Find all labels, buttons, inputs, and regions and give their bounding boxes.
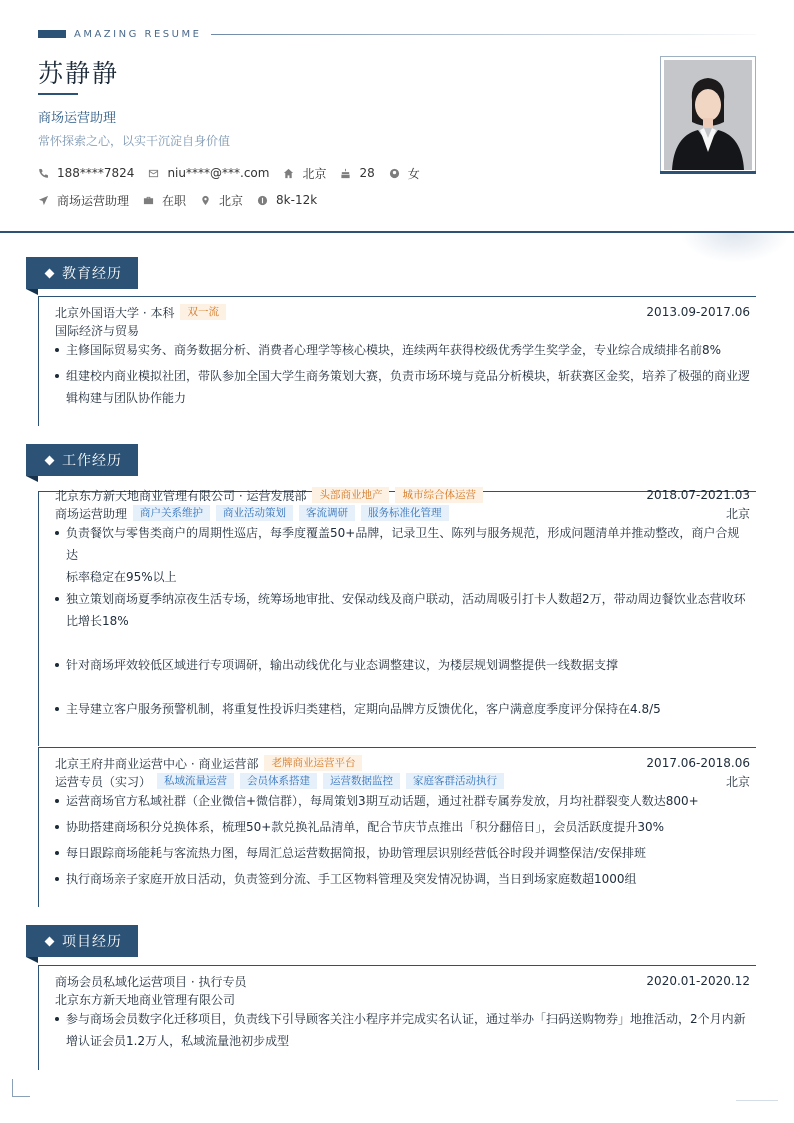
work-bullet: 执行商场亲子家庭开放日活动，负责签到分流、手工区物料管理及突发情况协调，当日到场家庭数超1000组: [55, 868, 750, 890]
diamond-icon: [45, 268, 55, 278]
phone-text: 188****7824: [57, 166, 135, 180]
major-row: [55, 321, 750, 339]
age-info: [340, 166, 374, 180]
work-entry: [38, 747, 756, 907]
school-name: 北京外国语大学 · 本科: [55, 305, 175, 320]
work-date: 2018.07-2021.03: [646, 488, 750, 502]
photo-accent-bar: [660, 171, 756, 174]
skill-tag: 会员体系搭建: [240, 773, 317, 789]
skill-tag: 商业活动策划: [216, 505, 293, 521]
work-status-text: 在职: [162, 193, 187, 208]
work-title-text: 工作经历: [62, 453, 122, 469]
candidate-name: 苏静静: [38, 59, 120, 88]
work-date: 2017.06-2018.06: [646, 756, 750, 770]
company-name: 北京王府井商业运营中心 · 商业运营部: [55, 756, 259, 771]
tab-fold: [26, 957, 38, 963]
profile-photo: [664, 60, 752, 170]
profile-photo-frame: [660, 56, 756, 174]
expected-salary-text: 8k-12k: [276, 193, 318, 207]
mail-icon: [148, 168, 159, 179]
skill-tag: 商户关系维护: [133, 505, 210, 521]
company-row: [55, 486, 750, 504]
project-name: 商场会员私域化运营项目 · 执行专员: [55, 974, 247, 989]
education-bullet: 组建校内商业模拟社团，带队参加全国大学生商务策划大赛，负责市场环境与竞品分析模块，斩获赛区金奖，培养了极强的商业逻 辑构建与团队协作能力: [55, 365, 750, 409]
money-icon: [257, 195, 268, 206]
company-tag: 城市综合体运营: [395, 487, 483, 503]
work-bullet: 负责餐饮与零售类商户的周期性巡店，每季度覆盖50+品牌，记录卫生、陈列与服务规范，形成问题清单并推动整改，商户合规达 标率稳定在95%以上: [55, 522, 750, 588]
project-title-text: 项目经历: [62, 934, 122, 950]
skill-tag: 私域流量运营: [157, 773, 234, 789]
expected-salary: [257, 193, 317, 207]
job-intent-row: [38, 192, 331, 208]
brand-bar: [38, 30, 66, 38]
home-icon: [283, 168, 294, 179]
project-date: 2020.01-2020.12: [646, 974, 750, 988]
project-org: 北京东方新天地商业管理有限公司: [55, 992, 236, 1007]
education-section-title: [26, 257, 138, 289]
email-info: [148, 166, 269, 180]
project-section-title: [26, 925, 138, 957]
education-date: 2013.09-2017.06: [646, 305, 750, 319]
work-bullet: 主导建立客户服务预警机制，将重复性投诉归类建档，定期向品牌方反馈优化，客户满意度季度评分保持在4.8/5: [55, 698, 750, 720]
work-entry: [38, 488, 756, 746]
phone-info: [38, 166, 134, 180]
education-bullet: 主修国际贸易实务、商务数据分析、消费者心理学等核心模块，连续两年获得校级优秀学生奖学金，专业综合成绩排名前8%: [55, 339, 750, 361]
role-row: [55, 772, 750, 790]
brand-text: AMAZING RESUME: [74, 28, 202, 40]
work-bullet: 独立策划商场夏季纳凉夜生活专场，统筹场地审批、安保动线及商户联动，活动周吸引打卡人数超2万，带动周边餐饮业态营收环 比增长18%: [55, 588, 750, 632]
intent-city-text: 北京: [219, 193, 244, 208]
work-status: [143, 192, 186, 209]
school-tag: 双一流: [180, 304, 226, 320]
project-row: [55, 972, 750, 990]
project-bullet: 参与商场会员数字化迁移项目，负责线下引导顾客关注小程序并完成实名认证，通过举办「扫码送购物券」地推活动，2个月内新 增认证会员1.2万人，私域流量池初步成型: [55, 1008, 750, 1052]
gender-info: [389, 165, 420, 182]
role-name: 商场运营助理: [55, 506, 128, 521]
location-pin-icon: [200, 195, 211, 206]
major: 国际经济与贸易: [55, 323, 140, 338]
gender-icon: [389, 168, 400, 179]
contact-info-row: [38, 165, 434, 181]
tab-fold: [26, 289, 38, 295]
work-section: [26, 444, 756, 910]
email-text: niu****@***.com: [167, 166, 270, 180]
skill-tag: 客流调研: [299, 505, 355, 521]
company-name: 北京东方新天地商业管理有限公司 · 运营发展部: [55, 488, 307, 503]
corner-decoration: [736, 1100, 778, 1101]
project-org-row: [55, 990, 750, 1008]
company-tag: 头部商业地产: [312, 487, 389, 503]
company-tag: 老牌商业运营平台: [264, 755, 362, 771]
company-row: [55, 754, 750, 772]
phone-icon: [38, 168, 49, 179]
work-section-title: [26, 444, 138, 476]
diamond-icon: [45, 455, 55, 465]
portrait-illustration: [664, 60, 752, 170]
role-row: [55, 504, 750, 522]
name-underline: [38, 93, 78, 95]
intent-position-text: 商场运营助理: [57, 193, 130, 208]
brand-divider: [211, 34, 756, 35]
intent-position: [38, 192, 129, 209]
brand-strip: [38, 28, 756, 40]
tab-fold: [26, 476, 38, 482]
work-bullet: 运营商场官方私域社群（企业微信+微信群），每周策划3期互动话题，通过社群专属券发放，月均社群裂变人数达800+: [55, 790, 750, 812]
send-icon: [38, 195, 49, 206]
education-entry: [38, 296, 756, 426]
corner-decoration: [12, 1079, 30, 1097]
work-bullet: 针对商场坪效较低区域进行专项调研，输出动线优化与业态调整建议，为楼层规划调整提供一线数据支撑: [55, 654, 750, 676]
header-divider: [0, 231, 794, 233]
education-section: [26, 257, 756, 429]
home-text: 北京: [302, 166, 327, 181]
skill-tag: 运营数据监控: [323, 773, 400, 789]
skill-tag: 服务标准化管理: [361, 505, 449, 521]
school-row: [55, 303, 750, 321]
briefcase-icon: [143, 195, 154, 206]
work-bullet: 每日跟踪商场能耗与客流热力图，每周汇总运营数据简报，协助管理层识别经营低谷时段并调整保洁/安保排班: [55, 842, 750, 864]
role-name: 运营专员（实习）: [55, 774, 152, 789]
diamond-icon: [45, 936, 55, 946]
skill-tag: 家庭客群活动执行: [406, 773, 504, 789]
project-section: [26, 925, 756, 1075]
cake-icon: [340, 168, 351, 179]
project-entry: [38, 965, 756, 1070]
work-bullet: 协助搭建商场积分兑换体系，梳理50+款兑换礼品清单，配合节庆节点推出「积分翻倍日」，会员活跃度提升30%: [55, 816, 750, 838]
work-city: 北京: [725, 506, 750, 521]
age-text: 28: [359, 166, 375, 180]
home-info: [283, 165, 326, 182]
job-title: 商场运营助理: [38, 111, 117, 126]
education-title-text: 教育经历: [62, 266, 122, 282]
intent-city: [200, 192, 243, 209]
work-city: 北京: [725, 774, 750, 789]
motto: 常怀探索之心，以实干沉淀自身价值: [38, 134, 231, 148]
gender-text: 女: [407, 166, 420, 181]
